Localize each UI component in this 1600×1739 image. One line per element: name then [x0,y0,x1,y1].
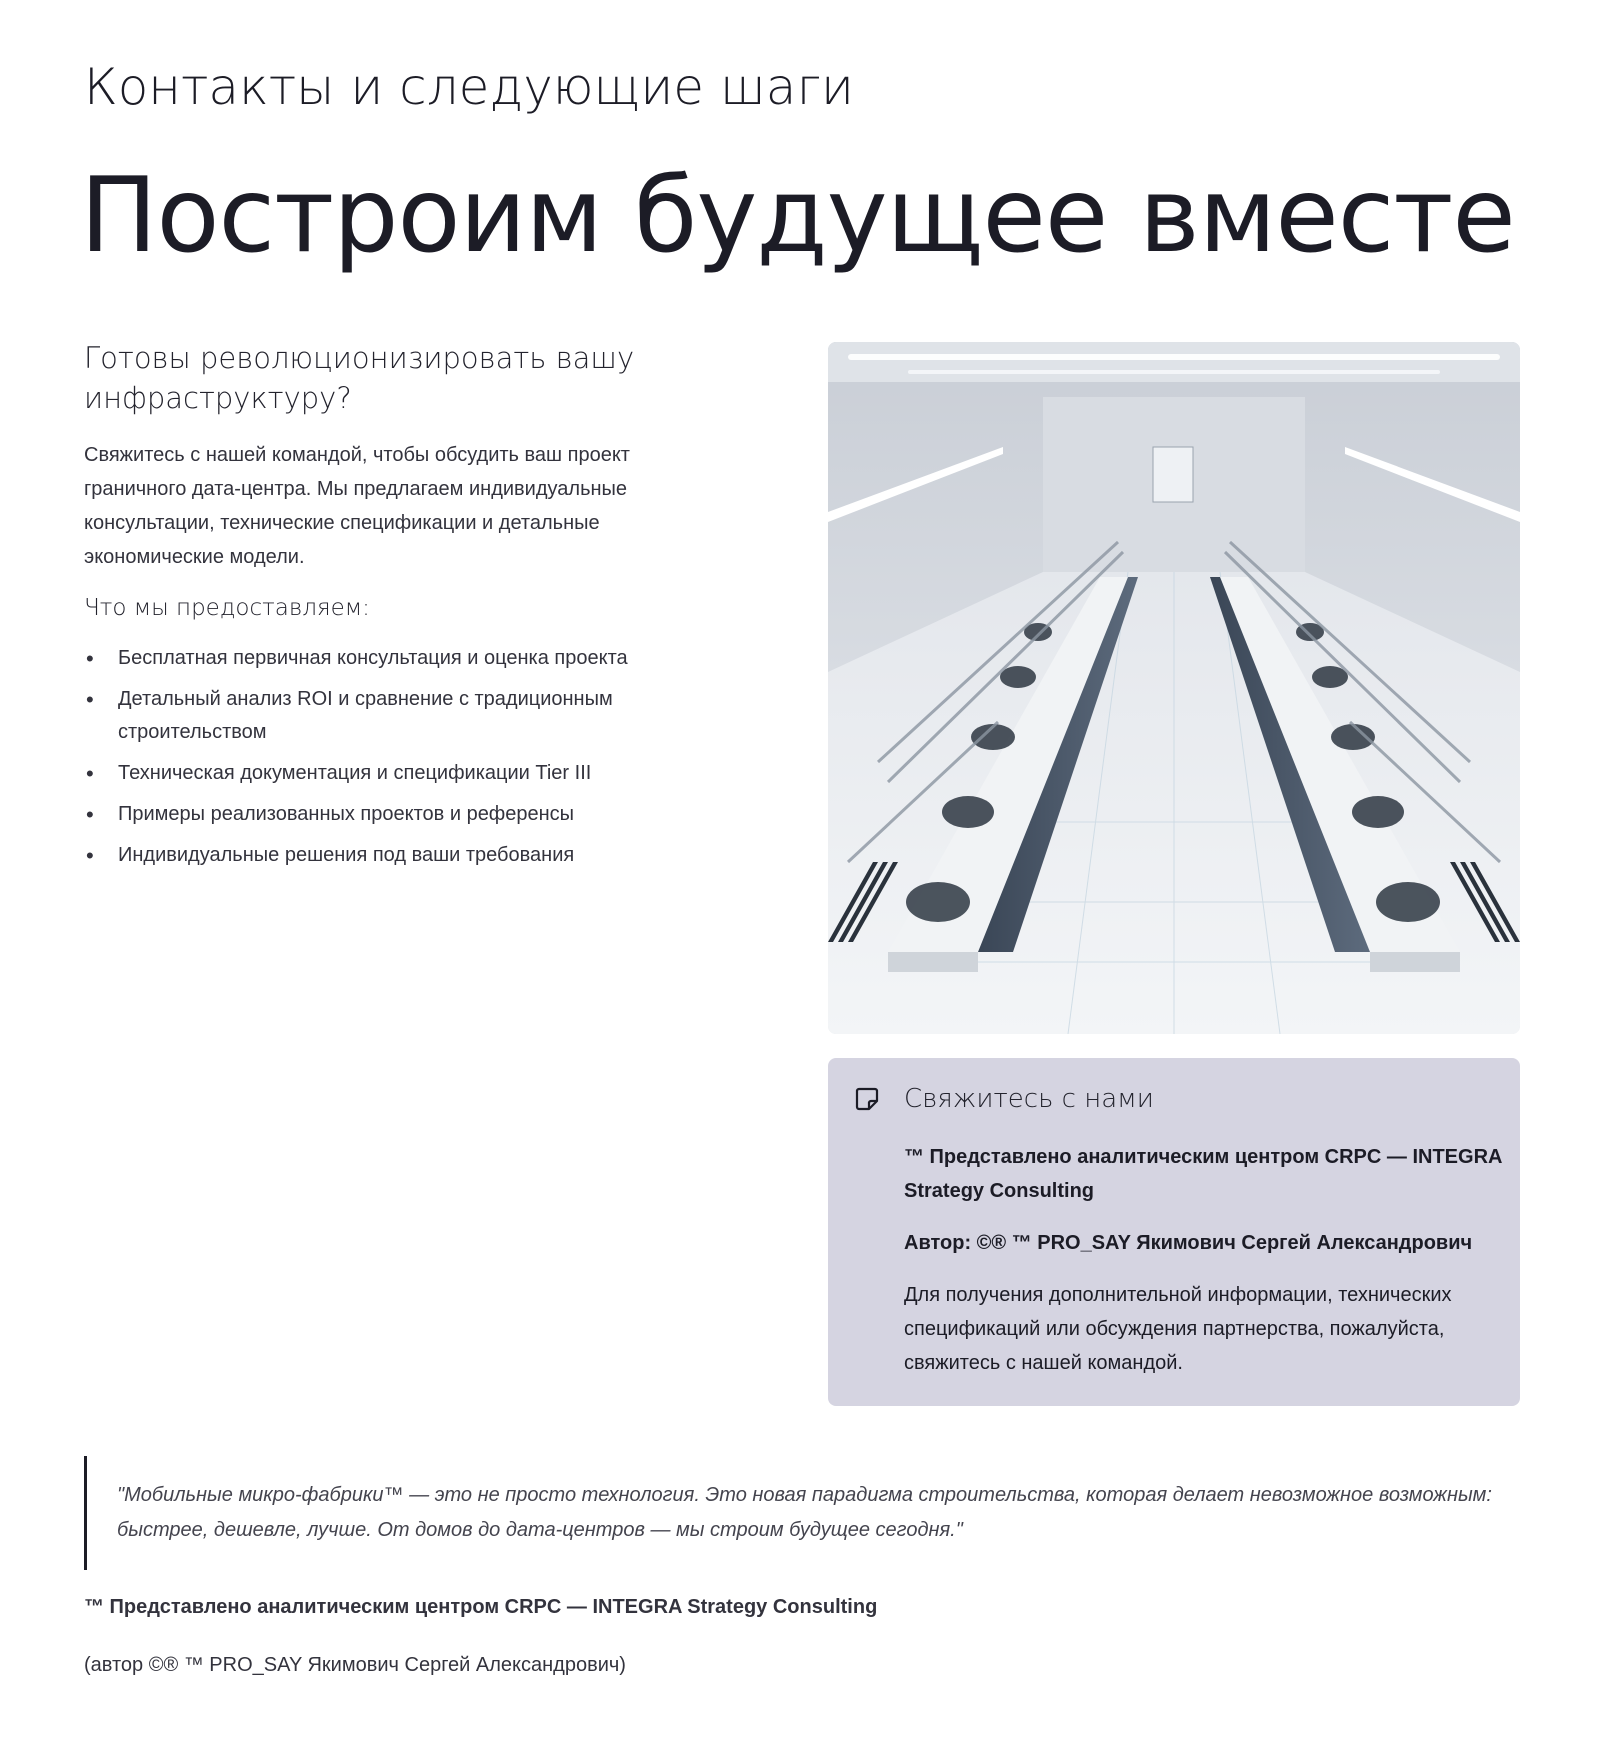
bullet-icon: • [86,761,94,786]
list-item-text: Индивидуальные решения под ваши требования [118,844,575,866]
contact-title: Свяжитесь с нами [904,1084,1154,1114]
bullet-icon: • [86,843,94,868]
list-item [84,642,704,675]
cta-question: Готовы революционизировать вашу инфраструктуру? [84,341,635,415]
list-item [84,683,704,749]
footer-credit: ™ Представлено аналитическим центром CRPC — INTEGRA Strategy Consulting [84,1596,878,1618]
info-column [84,338,704,880]
provide-heading: Что мы предоставляем: [84,595,370,621]
benefits-list [84,642,704,872]
section-title: Контакты и следующие шаги [84,58,854,116]
note-icon [854,1086,880,1112]
list-item [84,757,704,790]
list-item-text: Детальный анализ ROI и сравнение с традиционным строительством [118,688,613,743]
bullet-icon: • [86,687,94,712]
list-item-text: Техническая документация и спецификации Tier III [118,762,592,784]
list-item [84,839,704,872]
datacenter-image [828,342,1520,1034]
bullet-icon: • [86,646,94,671]
contact-author: Автор: ©® ™ PRO_SAY Якимович Сергей Александрович [904,1232,1473,1254]
quote-text: "Мобильные микро-фабрики™ — это не просто технология. Это новая парадигма строительства, которая делает невозможное возможным: быстрее, дешевле, лучше. От домов до дата-центров — мы строим будущее сегодня." [117,1484,1492,1541]
intro-paragraph: Свяжитесь с нашей командой, чтобы обсудить ваш проект граничного дата-центра. Мы предлагаем индивидуальные консультации, технические спецификации и детальные экономические модели. [84,444,630,568]
list-item-text: Бесплатная первичная консультация и оценка проекта [118,647,628,669]
bullet-icon: • [86,802,94,827]
contact-body [904,1140,1504,1380]
footer-author: (автор ©® ™ PRO_SAY Якимович Сергей Александрович) [84,1654,626,1676]
quote-block [84,1456,1520,1570]
presented-by: ™ Представлено аналитическим центром CRPC — INTEGRA Strategy Consulting [904,1146,1502,1202]
contact-card [828,1058,1520,1406]
hero-title: Построим будущее вместе [80,156,1515,276]
contact-info: Для получения дополнительной информации, технических спецификаций или обсуждения партнерства, пожалуйста, свяжитесь с нашей командой. [904,1284,1452,1374]
list-item [84,798,704,831]
list-item-text: Примеры реализованных проектов и референсы [118,803,575,825]
